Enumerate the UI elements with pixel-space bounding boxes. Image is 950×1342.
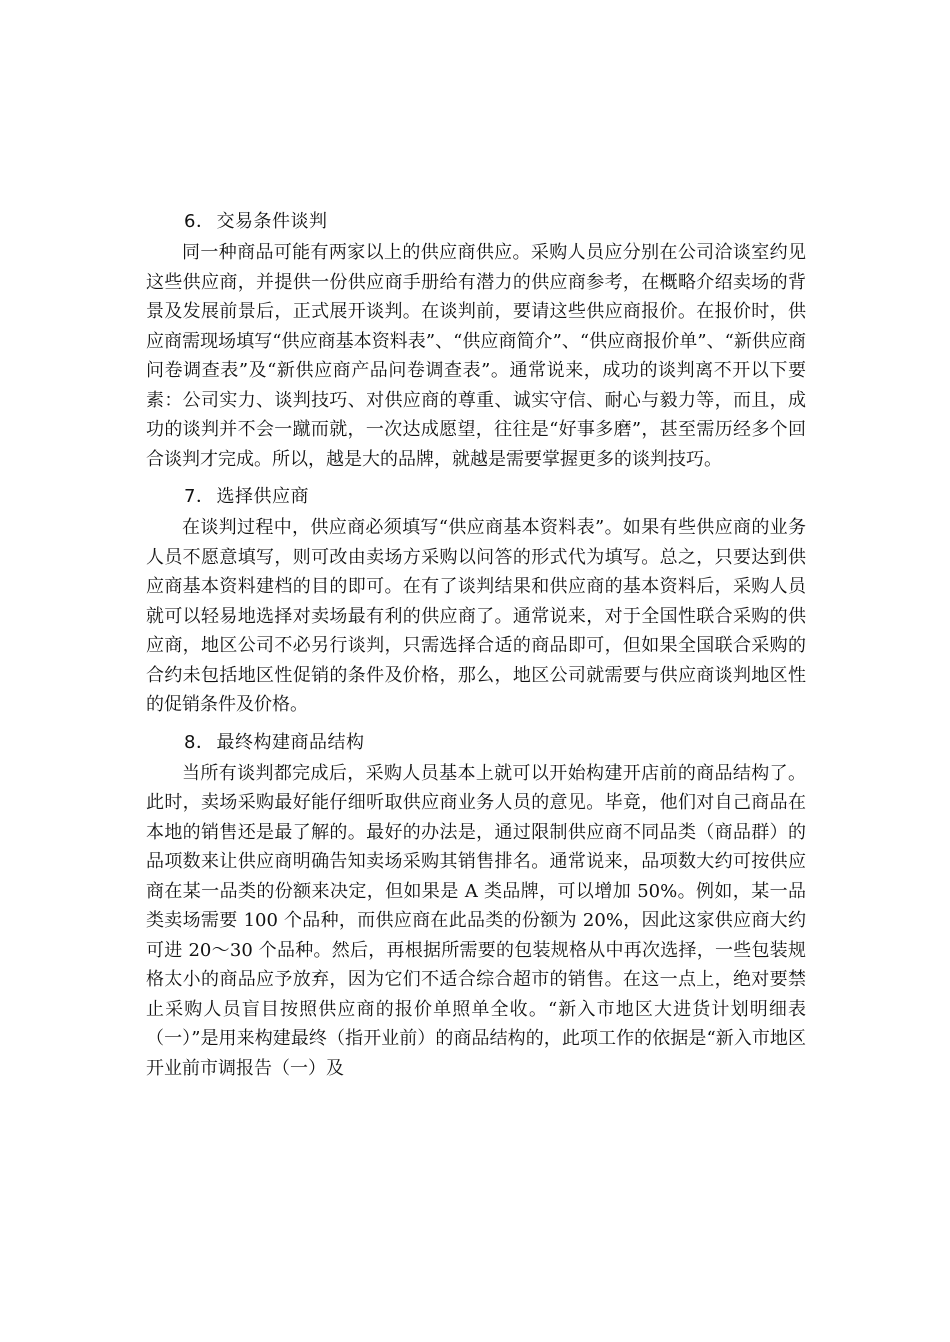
section-paragraph-8: 当所有谈判都完成后，采购人员基本上就可以开始构建开店前的商品结构了。此时，卖场采购最好能仔细听取供应商业务人员的意见。毕竟，他们对自己商品在本地的销售还是最了解的。最好的办法是，通过限制供应商不同品类（商品群）的品项数来让供应商明确告知卖场采购其销售排名。通常说来，品项数大约可按供应商在某一品类的份额来决定，但如果是 A 类品牌，可以增加 50%。例如，某一品类卖场需要 100 个品种，而供应商在此品类的份额为 20%，因此这家供应商大约可进 20～30 个品种。然后，再根据所需要的包装规格从中再次选择，一些包装规格太小的商品应予放弃，因为它们不适合综合超市的销售。在这一点上，绝对要禁止采购人员盲目按照供应商的报价单照单全收。“新入市地区大进货计划明细表（一）”是用来构建最终（指开业前）的商品结构的，此项工作的依据是“新入市地区开业前市调报告（一）及 <box>146 762 806 1079</box>
section-number: 8． <box>184 731 215 753</box>
section-title: 最终构建商品结构 <box>216 731 365 753</box>
section-title: 交易条件谈判 <box>216 211 328 232</box>
page-body <box>146 205 806 1089</box>
section-heading-8 <box>146 726 806 759</box>
section-paragraph-6: 同一种商品可能有两家以上的供应商供应。采购人员应分别在公司洽谈室约见这些供应商，并提供一份供应商手册给有潜力的供应商参考，在概略介绍卖场的背景及发展前景后，正式展开谈判。在谈判前，要请这些供应商报价。在报价时，供应商需现场填写“供应商基本资料表”、“供应商简介”、“供应商报价单”、“新供应商问卷调查表”及“新供应商产品问卷调查表”。通常说来，成功的谈判离不开以下要素：公司实力、谈判技巧、对供应商的尊重、诚实守信、耐心与毅力等，而且，成功的谈判并不会一蹴而就，一次达成愿望，往往是“好事多磨”，甚至需历经多个回合谈判才完成。所以，越是大的品牌，就越是需要掌握更多的谈判技巧。 <box>146 242 806 470</box>
section-heading-6 <box>146 205 806 238</box>
section-title: 选择供应商 <box>216 486 309 507</box>
section-heading-7 <box>146 480 806 513</box>
section-number: 6． <box>184 211 215 232</box>
section-number: 7． <box>184 486 215 507</box>
section-paragraph-7: 在谈判过程中，供应商必须填写“供应商基本资料表”。如果有些供应商的业务人员不愿意填写，则可改由卖场方采购以问答的形式代为填写。总之，只要达到供应商基本资料建档的目的即可。在有了谈判结果和供应商的基本资料后，采购人员就可以轻易地选择对卖场最有利的供应商了。通常说来，对于全国性联合采购的供应商，地区公司不必另行谈判，只需选择合适的商品即可，但如果全国联合采购的合约未包括地区性促销的条件及价格，那么，地区公司就需要与供应商谈判地区性的促销条件及价格。 <box>146 517 806 715</box>
